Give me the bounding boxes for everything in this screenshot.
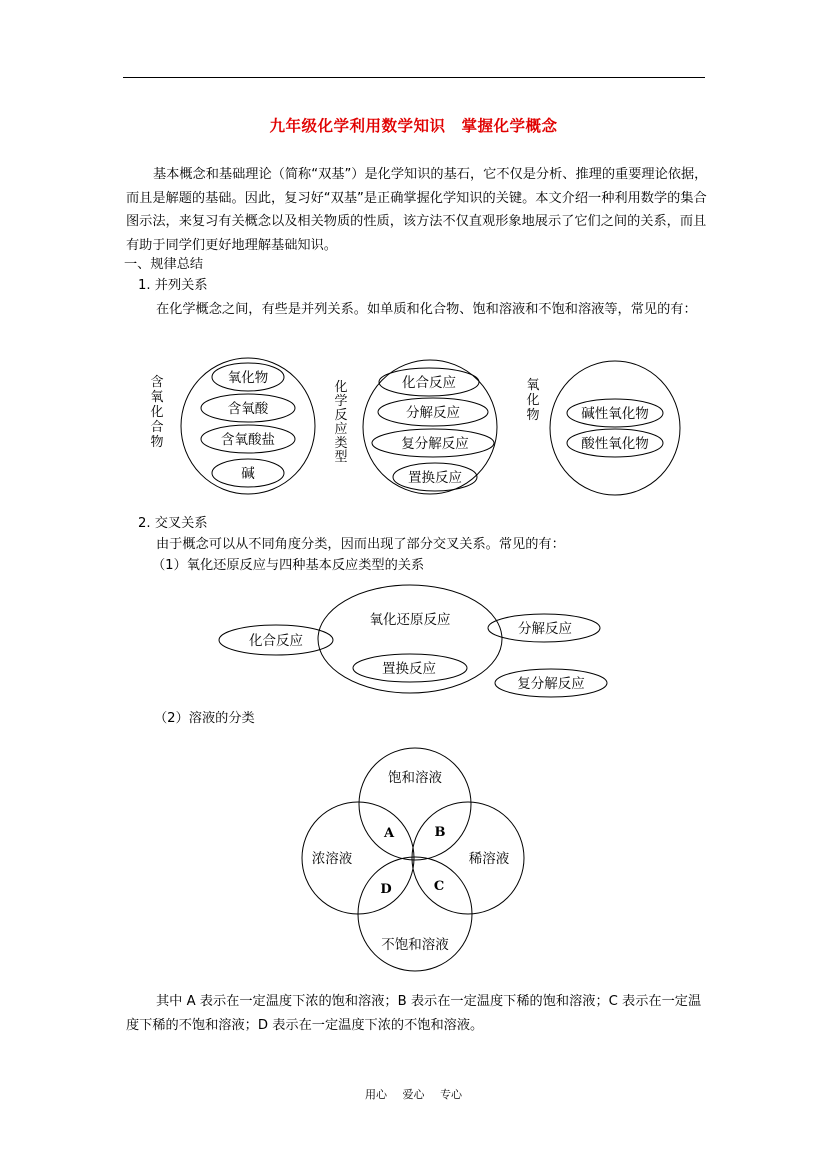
vertical-label-char: 合 [150,420,164,435]
decomposition-label: 分解反应 [406,405,460,421]
vertical-label-char: 含 [150,375,164,390]
redox-decomposition-label: 分解反应 [518,621,572,637]
region-d-label: D [380,882,392,897]
vertical-label-char: 化 [526,393,540,408]
conclusion-paragraph: 其中 A 表示在一定温度下浓的饱和溶液；B 表示在一定温度下稀的饱和溶液；C 表示在一定温度下稀的不饱和溶液；D 表示在一定温度下浓的不饱和溶液。 [126,994,702,1033]
vertical-label-char: 应 [334,422,348,437]
vertical-label-char: 反 [334,408,348,423]
section-heading: 一、规律总结 [124,257,204,272]
document-title: 九年级化学利用数学知识 掌握化学概念 [269,116,558,135]
vertical-label-char: 氧 [526,378,540,393]
footer-item: 爱心 [402,1088,425,1101]
basic-oxide-label: 碱性氧化物 [581,406,649,422]
region-c-label: C [433,879,445,894]
dilute-label: 稀溶液 [468,851,510,867]
redox-double-decomposition-label: 复分解反应 [517,676,585,692]
double-decomposition-label: 复分解反应 [401,436,469,452]
acidic-oxide-label: 酸性氧化物 [581,436,649,452]
displacement-label: 置换反应 [408,470,462,486]
parallel-paragraph: 在化学概念之间，有些是并列关系。如单质和化合物、饱和溶液和不饱和溶液等，常见的有： [156,302,697,317]
vertical-label-char: 氧 [150,390,164,405]
region-a-label: A [383,826,395,841]
redox-displacement-label: 置换反应 [382,661,436,677]
vertical-label-char: 物 [526,408,540,423]
subheading-parallel: 1. 并列关系 [138,278,208,293]
region-b-label: B [434,825,446,840]
oxide-label: 氧化物 [227,370,269,386]
redox-combination-label: 化合反应 [249,633,303,649]
vertical-label-char: 学 [334,394,348,409]
subheading-intersect: 2. 交叉关系 [138,516,208,531]
footer-item: 专心 [440,1088,462,1101]
concentrated-label: 浓溶液 [311,851,353,867]
footer-item: 用心 [365,1088,387,1101]
vertical-label-char: 型 [334,450,348,465]
oxyacid-label: 含氧酸 [227,401,269,417]
intersect-paragraph: 由于概念可以从不同角度分类，因而出现了部分交叉关系。常见的有： [156,537,565,552]
redox-caption: （1）氧化还原反应与四种基本反应类型的关系 [152,558,425,573]
unsaturated-circle [358,857,472,971]
combination-label: 化合反应 [402,375,456,391]
intro-paragraph: 基本概念和基础理论（简称“双基”）是化学知识的基石，它不仅是分析、推理的重要理论依据，而且是解题的基础。因此，复习好“双基”是正确掌握化学知识的关键。本文介绍一种利用数学的集合图示法，来复习有关概念以及相关物质的性质，该方法不仅直观形象地展示了它们之间的关系，而且有助于同学们更好地理解基础知识。 [126,167,708,253]
vertical-label-char: 类 [334,436,348,451]
unsaturated-label: 不饱和溶液 [381,937,449,953]
footer [0,1086,827,1102]
oxysalt-label: 含氧酸盐 [221,432,275,448]
vertical-label-char: 物 [150,435,164,450]
vertical-label-char: 化 [334,380,348,395]
vertical-label-char: 化 [150,405,164,420]
saturated-label: 饱和溶液 [388,770,442,786]
base-label: 碱 [241,466,255,482]
solution-caption: （2）溶液的分类 [154,711,255,726]
redox-label: 氧化还原反应 [369,612,451,628]
